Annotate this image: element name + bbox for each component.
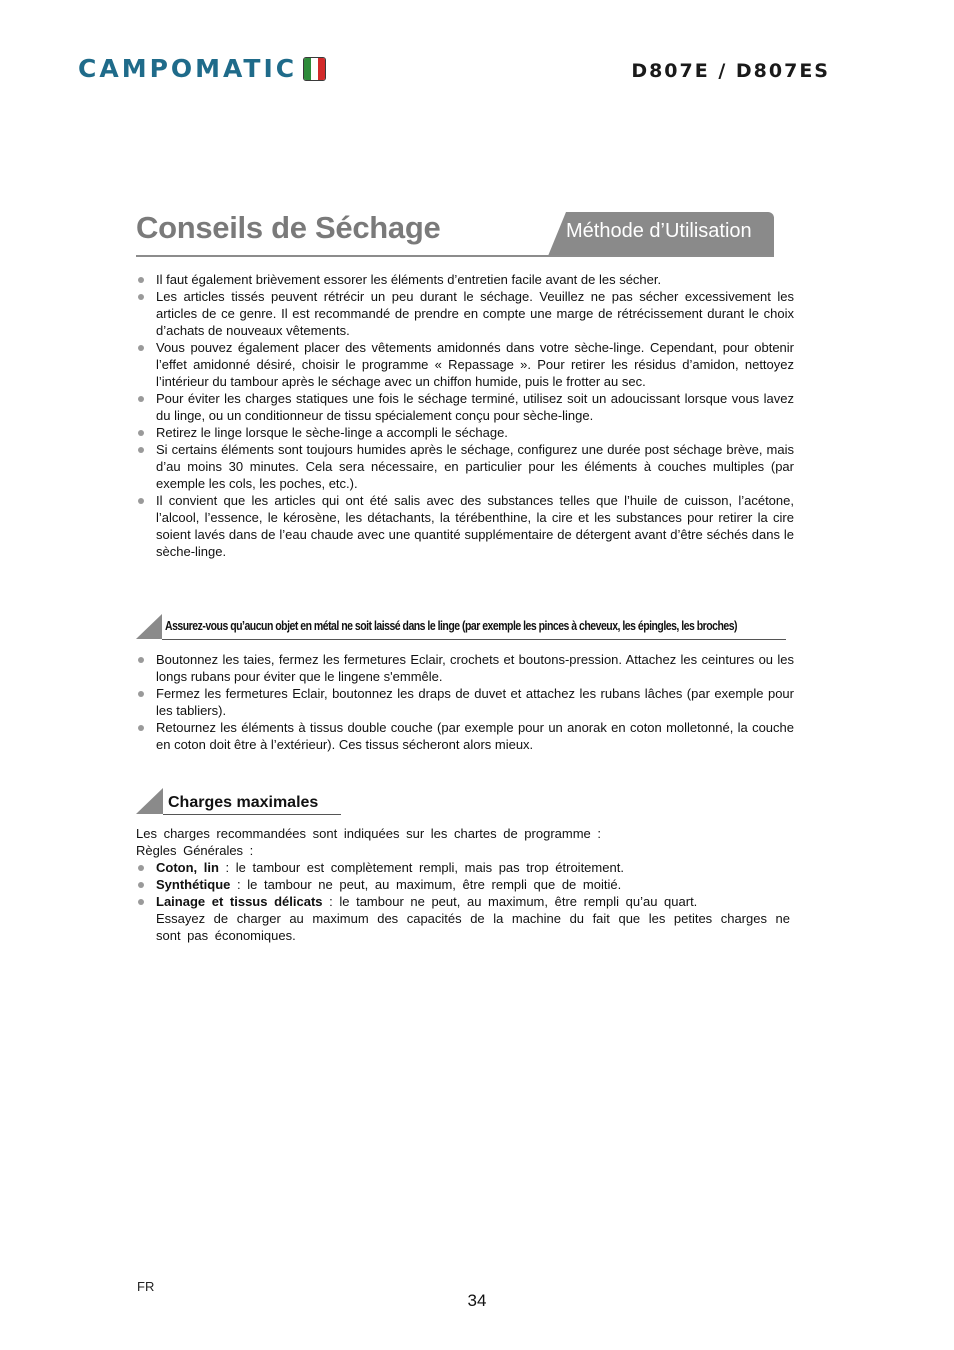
section-heading-charges: Charges maximales <box>168 794 319 811</box>
brand-logo <box>78 56 326 82</box>
list-item: Il convient que les articles qui ont été salis avec des substances telles que l’huile de cuisson, l’acétone, l’alcool, l’essence, le kérosène, les détachants, la térébenthine, la cire et les substances pour retirer la cire soient lavés dans de l’eau chaude avec une quantité supplémentaire de détergent avant d’être séchés dans le sèche-linge. <box>136 492 794 560</box>
warning-underline <box>162 639 786 640</box>
list-item: Retournez les éléments à tissus double couche (par exemple pour un anorak en coton molletonné, la couche en coton doit être à l’extérieur). Ces tissus sécheront alors mieux. <box>136 719 794 753</box>
list-item <box>136 876 790 893</box>
section-tab-label: Méthode d’Utilisation <box>566 220 752 242</box>
fabric-type: Lainage et tissus délicats <box>156 894 323 909</box>
list-item: Les articles tissés peuvent rétrécir un peu durant le séchage. Veuillez ne pas sécher excessivement les articles de ce genre. Il est recommandé de prendre en compte une marge de rétrécissement durant le choix d’achats de nouveaux vêtements. <box>136 288 794 339</box>
page-title: Conseils de Séchage <box>136 210 441 245</box>
list-item: Boutonnez les taies, fermez les fermetures Eclair, crochets et boutons-pression. Attachez les ceintures ou les longs rubans pour éviter que le lingene s'emmêle. <box>136 651 794 685</box>
list-item: Vous pouvez également placer des vêtements amidonnés dans votre sèche-linge. Cependant, pour obtenir l’effet amidonné désiré, choisir le programme « Repassage ». Pour retirer les résidus d’amidon, nettoyez l’intérieur du tambour après le séchage avec un chiffon humide, puis le frotter au sec. <box>136 339 794 390</box>
drying-tips-list <box>136 271 794 560</box>
list-item: Il faut également brièvement essorer les éléments d’entretien facile avant de les sécher. <box>136 271 794 288</box>
list-item <box>136 893 790 944</box>
fastening-tips-list <box>136 651 794 753</box>
list-item <box>136 859 790 876</box>
model-number: D807E / D807ES <box>631 60 830 82</box>
load-rule: : le tambour est complètement rempli, mais pas trop étroitement. <box>218 860 624 875</box>
charges-intro <box>136 825 796 859</box>
fabric-type: Synthétique <box>156 877 231 892</box>
rules-label: Règles Générales : <box>136 843 254 858</box>
metal-objects-warning: Assurez-vous qu’aucun objet en métal ne soit laissé dans le linge (par exemple les pinces à cheveux, les épingles, les broches) <box>165 619 738 633</box>
fabric-type: Coton, lin <box>156 860 219 875</box>
intro-text: Les charges recommandées sont indiquées sur les chartes de programme : <box>136 826 601 841</box>
section-triangle-icon <box>136 788 163 814</box>
list-item: Retirez le linge lorsque le sèche-linge a accompli le séchage. <box>136 424 794 441</box>
brand-name: CAMPOMATIC <box>78 54 298 83</box>
load-note: Essayez de charger au maximum des capacités de la machine du fait que les petites charges ne sont pas économiques. <box>156 911 790 943</box>
list-item: Pour éviter les charges statiques une fois le séchage terminé, utilisez soit un adoucissant lorsque vous lavez du linge, ou un conditionneur de tissu spécialement conçu pour sèche-linge. <box>136 390 794 424</box>
list-item: Fermez les fermetures Eclair, boutonnez les draps de duvet et attachez les rubans lâches (par exemple pour les tabliers). <box>136 685 794 719</box>
title-divider <box>136 255 774 257</box>
max-load-list <box>136 859 790 944</box>
section-underline <box>163 814 341 815</box>
list-item: Si certains éléments sont toujours humides après le séchage, configurez une durée post séchage brève, mais d’au moins 30 minutes. Cela sera nécessaire, en particulier pour les éléments à couches multiples (par exemple les cols, les poches, etc.). <box>136 441 794 492</box>
italian-flag-icon <box>303 57 326 81</box>
load-rule: : le tambour ne peut, au maximum, être rempli qu’au quart. <box>322 894 698 909</box>
page-number: 34 <box>467 1291 487 1310</box>
language-code: FR <box>137 1279 155 1294</box>
warning-triangle-icon <box>136 614 162 639</box>
load-rule: : le tambour ne peut, au maximum, être rempli que de moitié. <box>230 877 622 892</box>
